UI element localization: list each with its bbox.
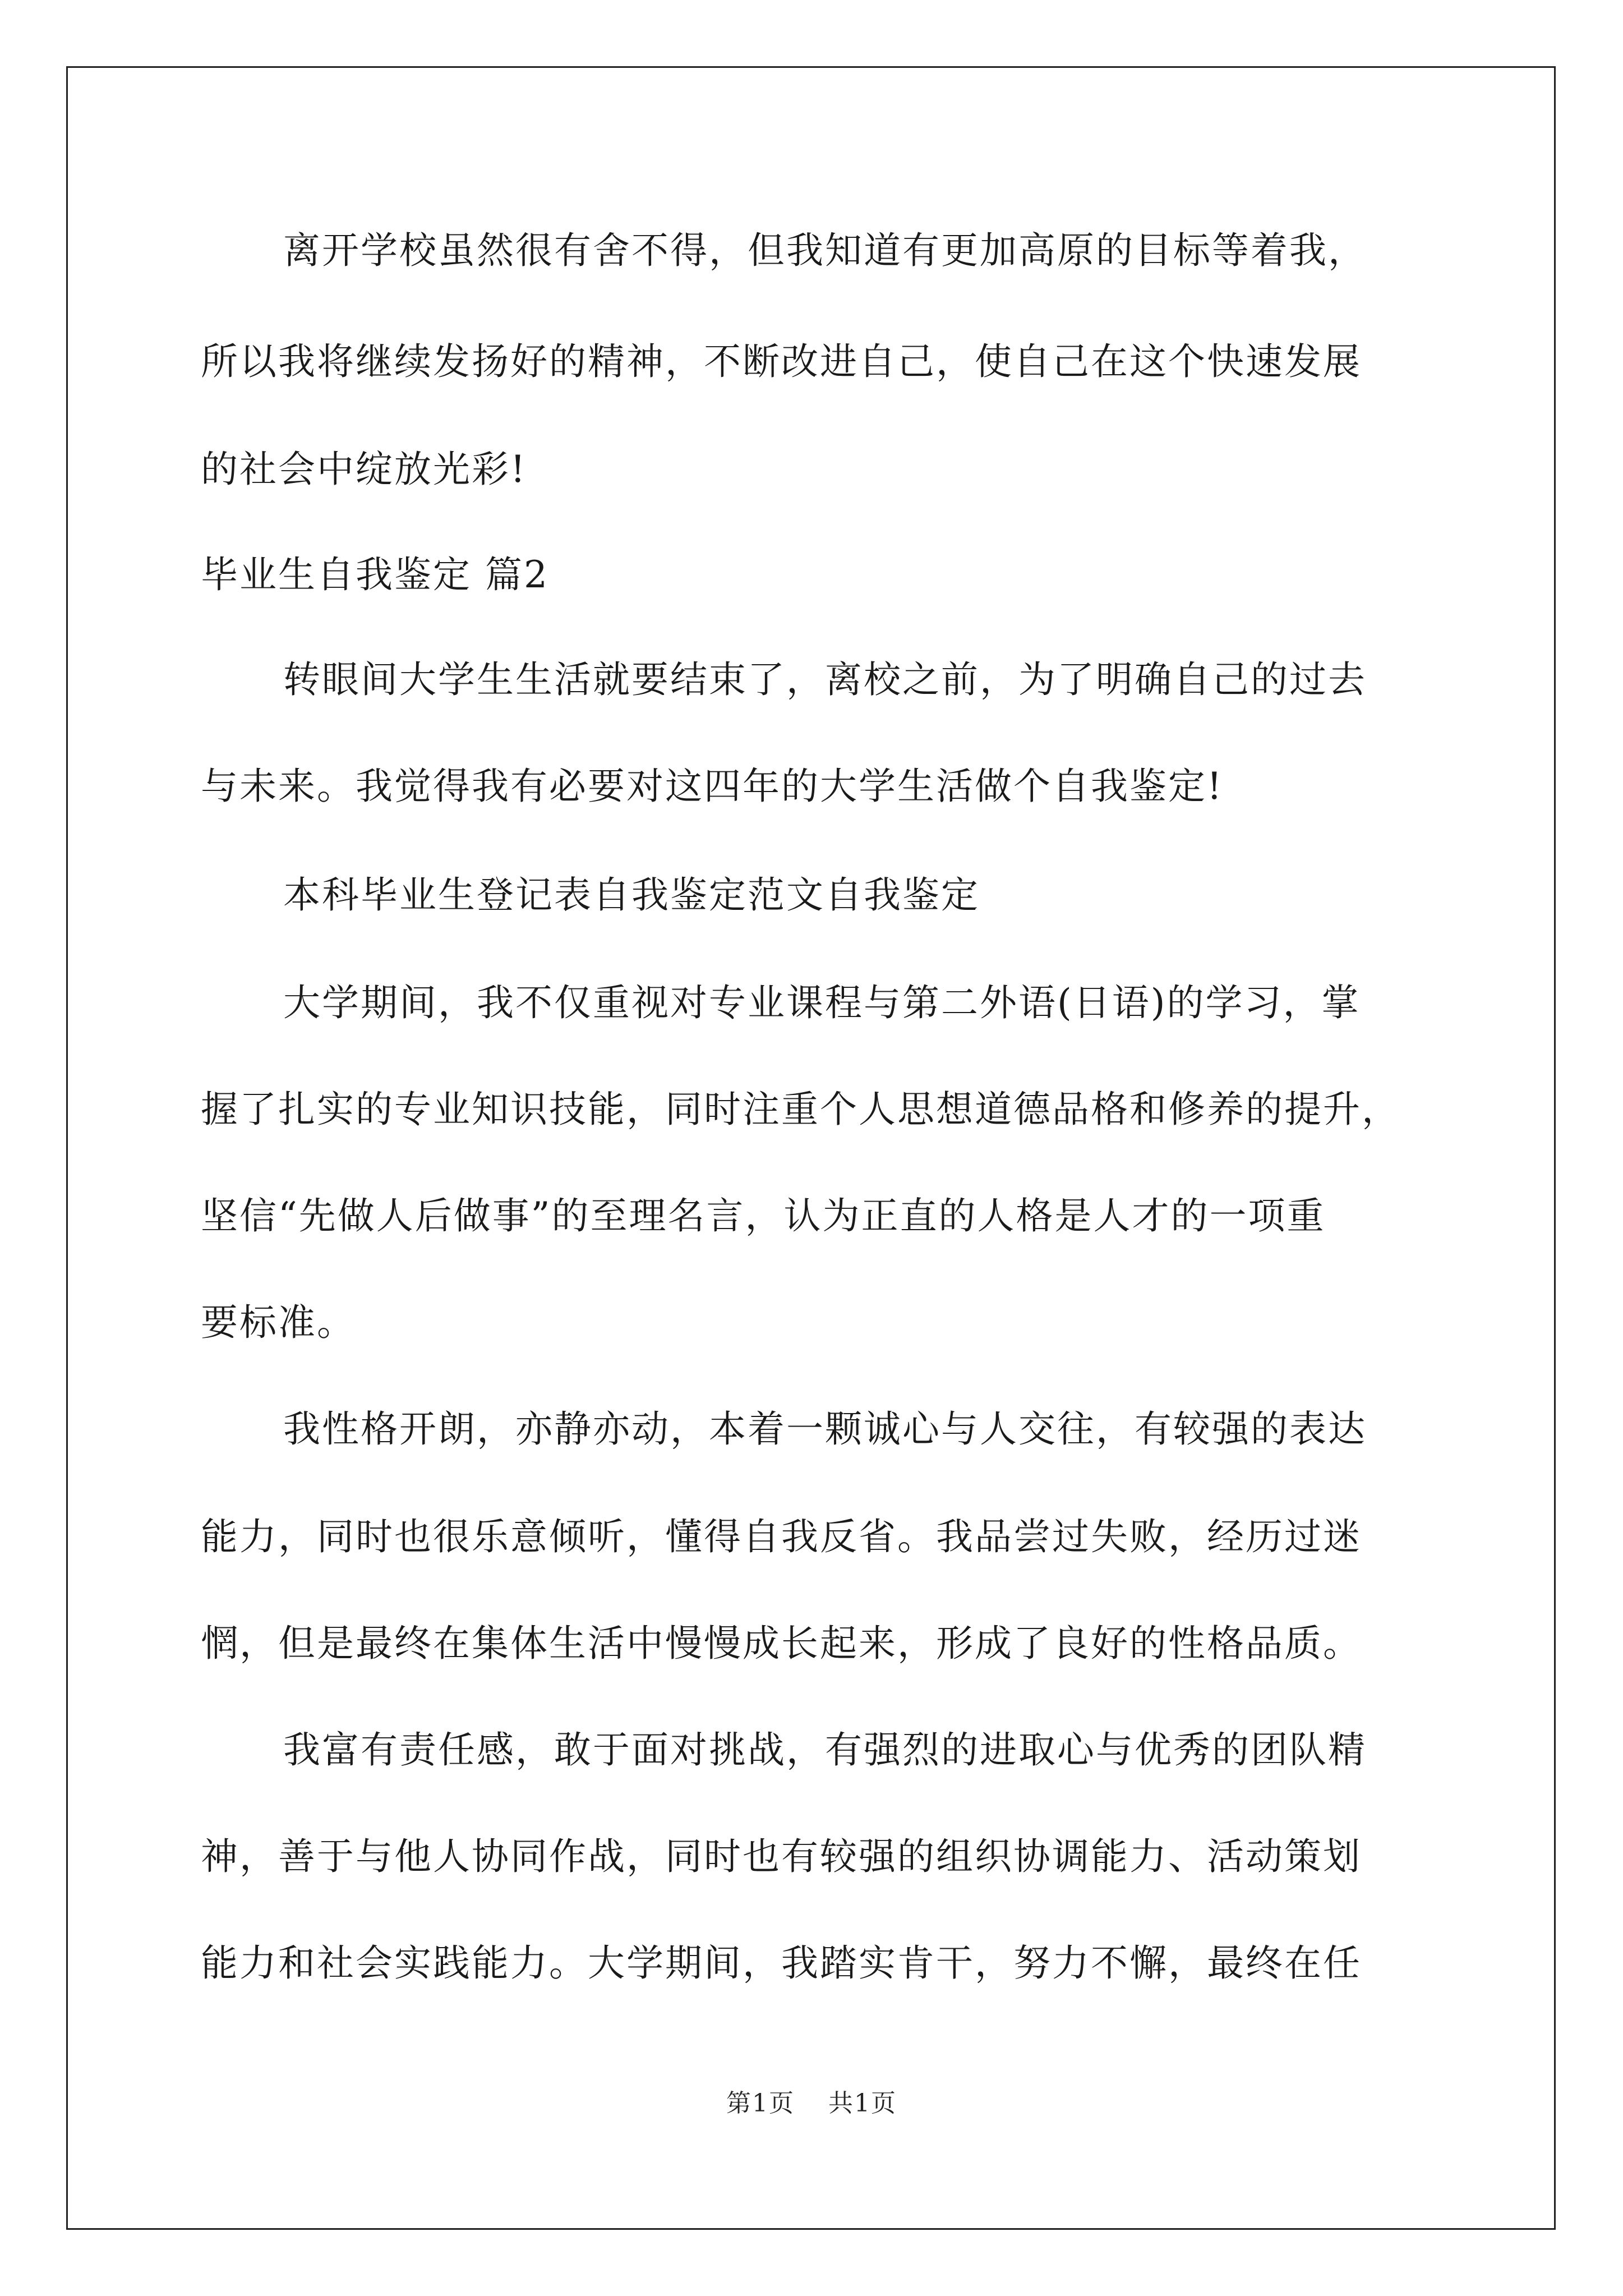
paragraph-line: 要标准。 <box>201 1301 356 1344</box>
paragraph-line: 坚信“先做人后做事”的至理名言，认为正直的人格是人才的一项重 <box>201 1194 1326 1237</box>
page-number-total: 共1页 <box>828 2089 897 2118</box>
page-frame <box>66 66 1556 2230</box>
paragraph-line: 能力和社会实践能力。大学期间，我踏实肯干，努力不懈，最终在任 <box>201 1941 1362 1985</box>
paragraph-line: 我富有责任感，敢于面对挑战，有强烈的进取心与优秀的团队精 <box>283 1728 1367 1772</box>
page-footer <box>0 2088 1623 2119</box>
page-number-current: 第1页 <box>726 2089 795 2118</box>
paragraph-line: 我性格开朗，亦静亦动，本着一颗诚心与人交往，有较强的表达 <box>283 1407 1367 1451</box>
paragraph-line: 所以我将继续发扬好的精神，不断改进自己，使自己在这个快速发展 <box>201 340 1362 383</box>
paragraph-line: 神，善于与他人协同作战，同时也有较强的组织协调能力、活动策划 <box>201 1835 1362 1878</box>
paragraph-line: 的社会中绽放光彩! <box>201 448 527 491</box>
paragraph-line: 离开学校虽然很有舍不得，但我知道有更加高原的目标等着我， <box>283 229 1367 272</box>
paragraph-line: 本科毕业生登记表自我鉴定范文自我鉴定 <box>283 873 980 917</box>
paragraph-line: 大学期间，我不仅重视对专业课程与第二外语(日语)的学习，掌 <box>283 981 1361 1024</box>
paragraph-line: 惘，但是最终在集体生活中慢慢成长起来，形成了良好的性格品质。 <box>201 1622 1362 1665</box>
paragraph-line: 与未来。我觉得我有必要对这四年的大学生活做个自我鉴定! <box>201 765 1224 808</box>
paragraph-line: 能力，同时也很乐意倾听，懂得自我反省。我品尝过失败，经历过迷 <box>201 1515 1362 1558</box>
section-heading: 毕业生自我鉴定 篇2 <box>201 553 549 596</box>
paragraph-line: 握了扎实的专业知识技能，同时注重个人思想道德品格和修养的提升， <box>201 1088 1400 1131</box>
paragraph-line: 转眼间大学生生活就要结束了，离校之前，为了明确自己的过去 <box>283 658 1367 701</box>
